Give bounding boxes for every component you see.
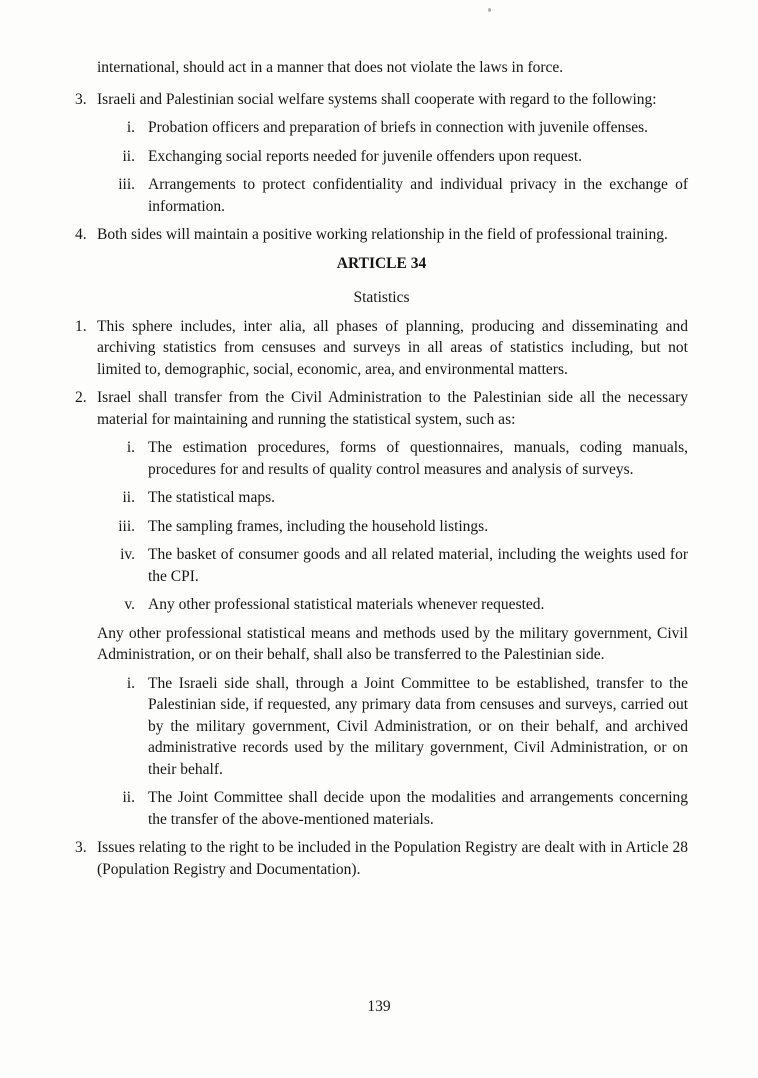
sub-item-iii <box>115 174 688 217</box>
sub-item-text: The basket of consumer goods and all related material, including the weights used for the CPI. <box>148 546 688 585</box>
item-text: Both sides will maintain a positive working relationship in the field of professional training. <box>97 226 668 243</box>
item-text: This sphere includes, inter alia, all phases of planning, producing and disseminating and archiving statistics from censuses and surveys in all areas of statistics including, but not limited to, demographic, social, economic, area, and environmental matters. <box>97 317 688 378</box>
sub-item-number: i. <box>126 674 135 692</box>
sub-item-ii <box>115 487 688 509</box>
item-number: 4. <box>75 226 87 243</box>
page-number: 139 <box>367 998 391 1015</box>
sub-item-text: The Joint Committee shall decide upon the modalities and arrangements concerning the transfer of the above-mentioned materials. <box>148 789 688 828</box>
sub-item-number: iii. <box>118 176 135 193</box>
sub-item-number: ii. <box>122 489 135 506</box>
sub-item-i <box>115 673 688 781</box>
article-heading: ARTICLE 34 <box>336 254 427 272</box>
sub-item-text: Probation officers and preparation of briefs in connection with juvenile offenses. <box>148 119 649 136</box>
unnumbered-paragraph: Any other professional statistical means and methods used by the military government, Civil Administration, or on their behalf, shall also be transferred to the Palestinian side. <box>97 624 688 663</box>
statistics-item-2 <box>75 387 688 430</box>
sub-item-text: Any other professional statistical materials whenever requested. <box>148 596 545 613</box>
scan-speck <box>488 8 491 12</box>
sub-item-number: v. <box>124 596 135 613</box>
sub-item-text: Arrangements to protect confidentiality and individual privacy in the exchange of information. <box>148 176 688 215</box>
sub-item-number: iv. <box>120 546 135 563</box>
continuation-paragraph: international, should act in a manner that does not violate the laws in force. <box>97 59 564 76</box>
sub-item-number: ii. <box>122 147 135 165</box>
sub-item-v <box>115 594 688 616</box>
sub-item-iii <box>115 516 688 538</box>
item-number: 3. <box>75 839 87 856</box>
sub-item-text: Exchanging social reports needed for juvenile offenders upon request. <box>148 147 582 165</box>
item-text: Israel shall transfer from the Civil Administration to the Palestinian side all the necessary material for maintaining and running the statistical system, such as: <box>97 389 688 428</box>
sub-item-i <box>115 117 688 139</box>
sub-item-text: The sampling frames, including the household listings. <box>148 517 489 535</box>
statistics-item-1 <box>75 316 688 381</box>
numbered-item-3 <box>75 89 688 111</box>
statistics-item-3 <box>75 837 688 880</box>
sub-item-ii <box>115 787 688 830</box>
sub-item-number: ii. <box>122 789 135 806</box>
sub-item-text: The statistical maps. <box>148 489 275 506</box>
sub-item-number: iii. <box>118 517 135 535</box>
item-text: Issues relating to the right to be included in the Population Registry are dealt with in Article 28 (Population Registry and Documentation). <box>97 839 688 878</box>
document-body <box>75 57 688 887</box>
item-text: Israeli and Palestinian social welfare systems shall cooperate with regard to the following: <box>97 90 657 108</box>
item-number: 1. <box>75 317 87 335</box>
article-subheading: Statistics <box>353 289 410 306</box>
sub-item-ii <box>115 146 688 168</box>
sub-item-text: The Israeli side shall, through a Joint Committee to be established, transfer to the Palestinian side, if requested, any primary data from censuses and surveys, carried out by the military government, Civil Administration, or on their behalf, and archived administrative records used by the military government, Civil Administration, or on their behalf. <box>148 674 688 778</box>
sub-item-number: i. <box>126 439 135 456</box>
sub-item-text: The estimation procedures, forms of questionnaires, manuals, coding manuals, procedures for and results of quality control measures and analysis of surveys. <box>148 439 688 478</box>
sub-item-number: i. <box>126 119 135 136</box>
numbered-item-4 <box>75 224 688 246</box>
item-number: 2. <box>75 389 87 406</box>
sub-item-i <box>115 437 688 480</box>
item-number: 3. <box>75 90 87 108</box>
sub-item-iv <box>115 544 688 587</box>
